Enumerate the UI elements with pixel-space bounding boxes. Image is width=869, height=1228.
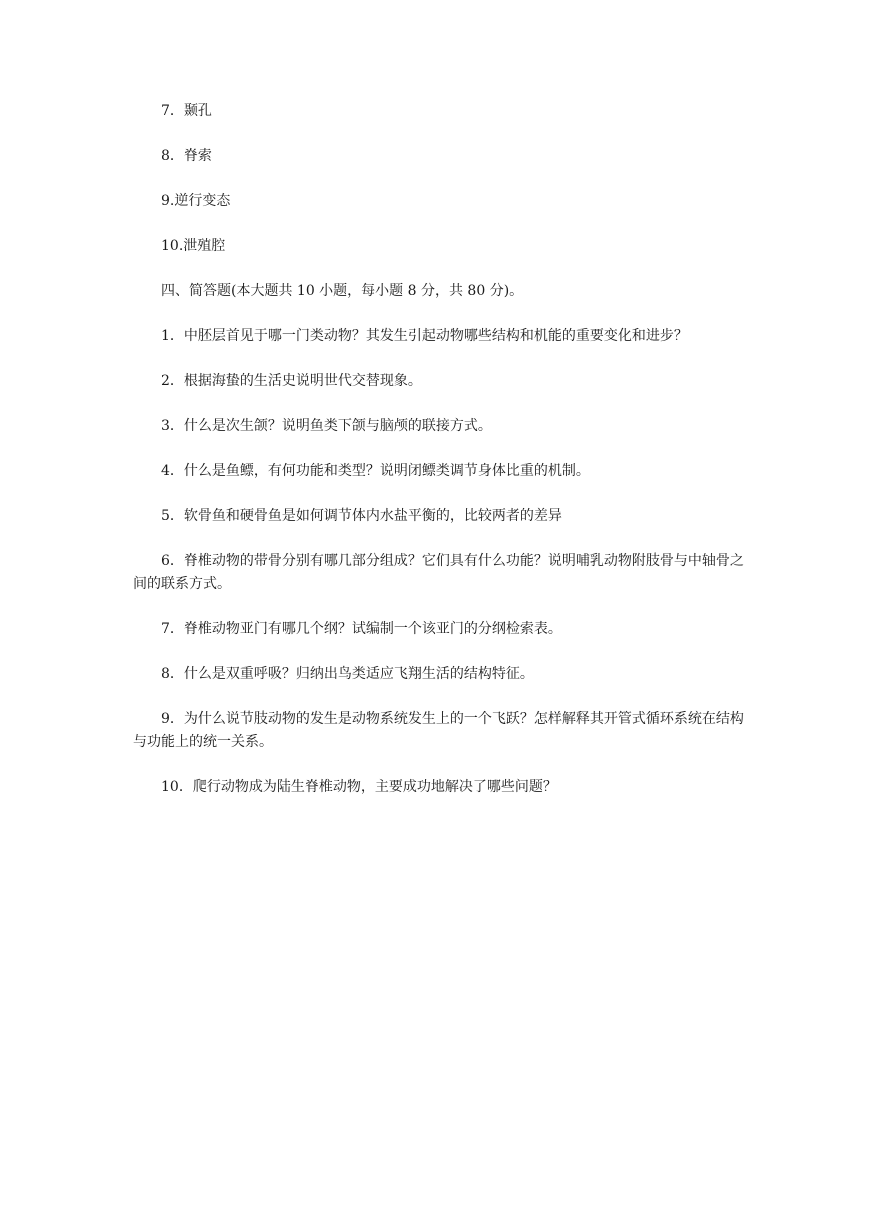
term-item: 9.逆行变态 — [161, 193, 231, 209]
question-item: 2．根据海蛰的生活史说明世代交替现象。 — [161, 373, 422, 389]
document-body — [133, 100, 745, 799]
question-item: 1．中胚层首见于哪一门类动物？其发生引起动物哪些结构和机能的重要变化和进步？ — [161, 328, 688, 344]
question-item: 10．爬行动物成为陆生脊椎动物，主要成功地解决了哪些问题？ — [161, 779, 557, 795]
term-item: 8．脊索 — [161, 148, 212, 164]
term-item: 7．颞孔 — [161, 103, 212, 119]
question-item: 7．脊椎动物亚门有哪几个纲？试编制一个该亚门的分纲检索表。 — [161, 621, 562, 637]
question-item: 8．什么是双重呼吸？归纳出鸟类适应飞翔生活的结构特征。 — [161, 666, 534, 682]
question-item: 4．什么是鱼鳔，有何功能和类型？说明闭鳔类调节身体比重的机制。 — [161, 463, 590, 479]
question-item: 9．为什么说节肢动物的发生是动物系统发生上的一个飞跃？怎样解释其开管式循环系统在结构与功能上的统一关系。 — [133, 711, 744, 750]
question-item: 3．什么是次生颌？说明鱼类下颌与脑颅的联接方式。 — [161, 418, 492, 434]
question-item: 6．脊椎动物的带骨分别有哪几部分组成？它们具有什么功能？说明哺乳动物附肢骨与中轴骨之间的联系方式。 — [133, 553, 744, 592]
section-heading: 四、简答题(本大题共 10 小题，每小题 8 分，共 80 分)。 — [161, 283, 524, 299]
question-item: 5．软骨鱼和硬骨鱼是如何调节体内水盐平衡的，比较两者的差异 — [161, 508, 562, 524]
term-item: 10.泄殖腔 — [161, 238, 226, 254]
